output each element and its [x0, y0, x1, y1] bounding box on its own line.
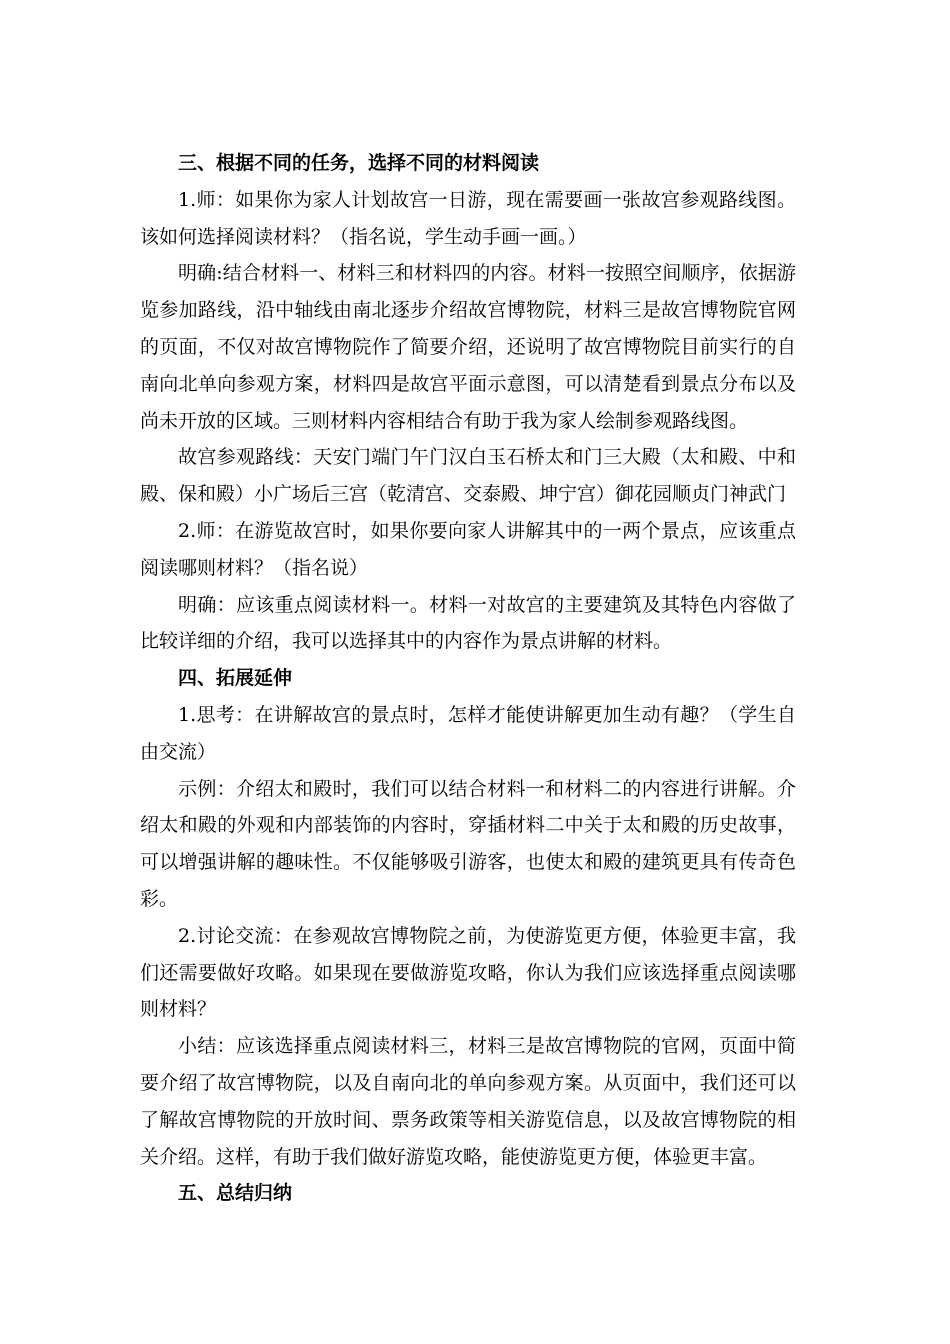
text-line: 尚未开放的区域。三则材料内容相结合有助于我为家人绘制参观路线图。	[140, 409, 749, 432]
text-line: 示例：介绍太和殿时，我们可以结合材料一和材料二的内容进行讲解。介	[178, 777, 796, 800]
paragraph	[140, 255, 796, 439]
text-line: 关介绍。这样，有助于我们做好游览攻略，能使游览更方便，体验更丰富。	[140, 1145, 768, 1168]
text-line: 览参加路线，沿中轴线由南北逐步介绍故宫博物院，材料三是故宫博物院官网	[140, 299, 796, 322]
text-line: 绍太和殿的外观和内部装饰的内容时，穿插材料二中关于太和殿的历史故事，	[140, 814, 796, 837]
text-line: 小结：应该选择重点阅读材料三，材料三是故宫博物院的官网，页面中简	[178, 1035, 796, 1058]
text-line: 2.讨论交流：在参观故宫博物院之前，为使游览更方便，体验更丰富，我	[178, 924, 796, 947]
paragraph	[140, 587, 796, 661]
section-heading	[140, 145, 796, 182]
paragraph	[140, 771, 796, 918]
paragraph	[140, 697, 796, 771]
text-line: 可以增强讲解的趣味性。不仅能够吸引游客，也使太和殿的建筑更具有传奇色	[140, 851, 796, 874]
text-line: 殿、保和殿）小广场后三宫（乾清宫、交泰殿、坤宁宫）御花园顺贞门神武门	[140, 483, 787, 506]
section-heading	[140, 1175, 796, 1212]
text-line: 南向北单向参观方案，材料四是故宫平面示意图，可以清楚看到景点分布以及	[140, 372, 796, 395]
paragraph	[140, 1028, 796, 1175]
text-line: 五、总结归纳	[178, 1182, 293, 1205]
text-line: 由交流）	[140, 740, 217, 763]
paragraph	[140, 513, 796, 587]
paragraph	[140, 439, 796, 513]
text-line: 明确：应该重点阅读材料一。材料一对故宫的主要建筑及其特色内容做了	[178, 593, 796, 616]
text-line: 比较详细的介绍，我可以选择其中的内容作为景点讲解的材料。	[140, 630, 673, 653]
text-line: 故宫参观路线：天安门端门午门汉白玉石桥太和门三大殿（太和殿、中和	[178, 446, 796, 469]
text-line: 阅读哪则材料？（指名说）	[140, 556, 369, 579]
text-line: 2.师：在游览故宫时，如果你要向家人讲解其中的一两个景点，应该重点	[178, 519, 796, 542]
text-line: 要介绍了故宫博物院，以及自南向北的单向参观方案。从页面中，我们还可以	[140, 1071, 796, 1094]
paragraph	[140, 918, 796, 1028]
text-line: 们还需要做好攻略。如果现在要做游览攻略，你认为我们应该选择重点阅读哪	[140, 961, 796, 984]
text-line: 1.师：如果你为家人计划故宫一日游，现在需要画一张故宫参观路线图。	[178, 188, 796, 211]
text-line: 彩。	[140, 887, 179, 910]
text-line: 明确:结合材料一、材料三和材料四的内容。材料一按照空间顺序，依据游	[178, 262, 796, 285]
paragraph	[140, 182, 796, 256]
document-page	[140, 145, 796, 1212]
section-heading	[140, 660, 796, 697]
text-line: 该如何选择阅读材料？（指名说，学生动手画一画。）	[140, 225, 587, 248]
text-line: 三、根据不同的任务，选择不同的材料阅读	[178, 152, 540, 174]
text-line: 的页面，不仅对故宫博物院作了简要介绍，还说明了故宫博物院目前实行的自	[140, 335, 796, 358]
text-line: 则材料？	[140, 998, 217, 1021]
text-line: 四、拓展延伸	[178, 667, 293, 690]
text-line: 1.思考：在讲解故宫的景点时，怎样才能使讲解更加生动有趣？（学生自	[178, 703, 796, 726]
text-line: 了解故宫博物院的开放时间、票务政策等相关游览信息，以及故宫博物院的相	[140, 1108, 796, 1131]
